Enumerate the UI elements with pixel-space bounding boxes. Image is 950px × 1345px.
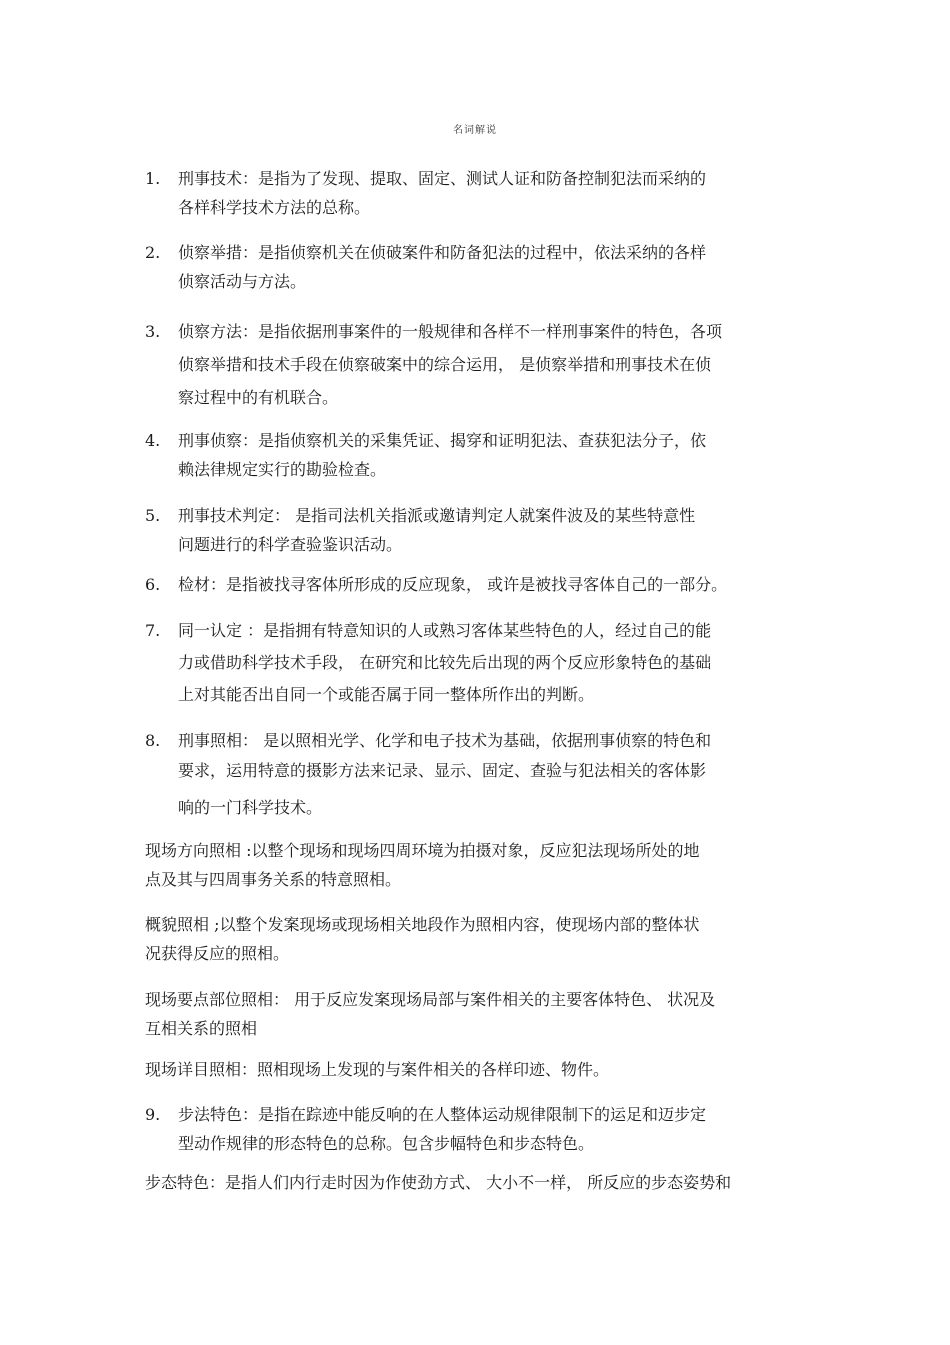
list-item <box>145 501 795 559</box>
item-number: 9. <box>145 1105 161 1124</box>
paragraph-line: 况获得反应的照相。 <box>145 944 290 963</box>
item-line: 察过程中的有机联合。 <box>178 388 339 407</box>
paragraph-direction-photo <box>145 836 825 894</box>
item-line: 侦察活动与方法。 <box>178 272 307 291</box>
item-line: 赖法律规定实行的勘验检查。 <box>178 460 387 479</box>
item-line: 刑事技术判定： 是指司法机关指派或邀请判定人就案件波及的某些特意性 <box>178 506 696 525</box>
item-number: 7. <box>145 621 161 640</box>
paragraph-line: 互相关系的照相 <box>145 1019 258 1038</box>
item-line: 侦察举措：是指侦察机关在侦破案件和防备犯法的过程中，依法采纳的各样 <box>178 243 707 262</box>
paragraph-line: 概貌照相 ;以整个发案现场或现场相关地段作为照相内容，使现场内部的整体状 <box>145 915 700 934</box>
item-number: 1. <box>145 169 161 188</box>
page-header: 名词解说 <box>453 125 497 136</box>
item-number: 4. <box>145 431 161 450</box>
item-line: 同一认定 ：是指拥有特意知识的人或熟习客体某些特色的人，经过自己的能 <box>178 621 712 640</box>
list-item <box>145 1100 795 1158</box>
item-line: 刑事侦察：是指侦察机关的采集凭证、揭穿和证明犯法、查获犯法分子，依 <box>178 431 707 450</box>
paragraph-line: 步态特色：是指人们内行走时因为作使劲方式、 大小不一样， 所反应的步态姿势和 <box>145 1173 732 1192</box>
item-line: 上对其能否出自同一个或能否属于同一整体所作出的判断。 <box>178 685 595 704</box>
item-number: 3. <box>145 322 161 341</box>
item-line: 要求，运用特意的摄影方法来记录、显示、固定、查验与犯法相关的客体影 <box>178 761 707 780</box>
item-line: 侦察方法：是指依据刑事案件的一般规律和各样不一样刑事案件的特色，各项 <box>178 322 723 341</box>
list-item <box>145 426 795 484</box>
paragraph-detail-photo <box>145 1055 825 1084</box>
item-line: 检材：是指被找寻客体所形成的反应现象， 或许是被找寻客体自己的一部分。 <box>178 575 728 594</box>
item-line: 刑事照相： 是以照相光学、化学和电子技术为基础，依据刑事侦察的特色和 <box>178 731 712 750</box>
list-item <box>145 570 825 599</box>
paragraph-line: 现场方向照相 :以整个现场和现场四周环境为拍摄对象，反应犯法现场所处的地 <box>145 841 700 860</box>
item-number: 2. <box>145 243 161 262</box>
item-line: 步法特色：是指在踪迹中能反响的在人整体运动规律限制下的运足和迈步定 <box>178 1105 707 1124</box>
paragraph-line: 现场要点部位照相： 用于反应发案现场局部与案件相关的主要客体特色、 状况及 <box>145 990 716 1009</box>
item-number: 8. <box>145 731 161 750</box>
paragraph-key-area-photo <box>145 985 825 1043</box>
item-number: 6. <box>145 575 161 594</box>
item-line: 侦察举措和技术手段在侦察破案中的综合运用， 是侦察举措和刑事技术在侦 <box>178 355 712 374</box>
list-item <box>145 315 795 414</box>
paragraph-line: 现场详目照相：照相现场上发现的与案件相关的各样印迹、物件。 <box>145 1060 610 1079</box>
paragraph-overview-photo <box>145 910 825 968</box>
item-line: 力或借助科学技术手段， 在研究和比较先后出现的两个反应形象特色的基础 <box>178 653 712 672</box>
list-item <box>145 238 795 296</box>
list-item <box>145 615 795 711</box>
item-line: 型动作规律的形态特色的总称。包含步幅特色和步态特色。 <box>178 1134 595 1153</box>
item-line: 问题进行的科学查验鉴识活动。 <box>178 535 403 554</box>
item-number: 5. <box>145 506 161 525</box>
item-line: 响的一门科学技术。 <box>178 798 323 817</box>
paragraph-line: 点及其与四周事务关系的特意照相。 <box>145 870 402 889</box>
item-line: 刑事技术：是指为了发现、提取、固定、测试人证和防备控制犯法而采纳的 <box>178 169 707 188</box>
item-line: 各样科学技术方法的总称。 <box>178 198 371 217</box>
list-item <box>145 164 795 222</box>
list-item <box>145 726 795 823</box>
paragraph-gait-features <box>145 1168 825 1197</box>
